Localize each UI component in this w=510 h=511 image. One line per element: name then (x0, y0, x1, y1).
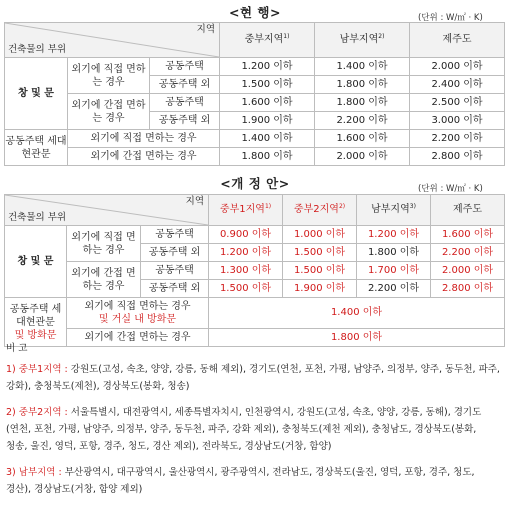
note-3: 3) 남부지역 : 부산광역시, 대구광역시, 울산광역시, 광주광역시, 전라남도, 경상북도(울진, 영덕, 포항, 경주, 청도, (6, 467, 475, 478)
table-cell: 1.900 이하 (220, 112, 315, 130)
notes-heading: 비 고 (6, 343, 28, 354)
region-label: 지역 (185, 196, 205, 207)
table-cell: 1.800 이하 (357, 244, 431, 262)
apt-else-label: 공동주택 외 (150, 76, 220, 94)
table-cell: 1.300 이하 (209, 262, 283, 280)
apt-else-label: 공동주택 외 (141, 280, 209, 298)
table-cell: 1.500 이하 (283, 262, 357, 280)
revised-title: <개 정 안> (220, 176, 290, 191)
apt-label: 공동주택 (141, 226, 209, 244)
table-cell: 0.900 이하 (209, 226, 283, 244)
window-door-label: 창 및 문 (5, 58, 68, 130)
building-part-label: 건축물의 부위 (8, 212, 67, 223)
table-cell: 1.700 이하 (357, 262, 431, 280)
corner-header (5, 195, 209, 226)
table-cell: 1.200 이하 (357, 226, 431, 244)
note-2-cont: 청송, 울진, 영덕, 포항, 경주, 청도, 경산 제외), 전라북도, 경상남도(거창, 함양) (6, 441, 332, 452)
table-cell: 2.400 이하 (410, 76, 505, 94)
direct-label: 외기에 직접 면하는 경우 (67, 226, 141, 262)
building-part-label: 건축물의 부위 (8, 44, 67, 55)
entrance-door-label: 공동주택 세대현관문 및 방화문 (5, 298, 67, 347)
door-direct-label: 외기에 직접 면하는 경우 (68, 130, 220, 148)
note-1-cont: 강화), 충청북도(제천), 경상북도(봉화, 청송) (6, 381, 190, 392)
apt-label: 공동주택 (141, 262, 209, 280)
table-cell: 1.900 이하 (283, 280, 357, 298)
table-cell: 2.800 이하 (410, 148, 505, 166)
table-cell: 2.500 이하 (410, 94, 505, 112)
direct-label: 외기에 직접 면하는 경우 (68, 58, 150, 94)
table-cell: 2.000 이하 (315, 148, 410, 166)
door-direct-label: 외기에 직접 면하는 경우 및 거실 내 방화문 (67, 298, 209, 329)
living-room-fire-door-label: 및 거실 내 방화문 (98, 314, 177, 325)
note-2-cont: (연천, 포천, 가평, 남양주, 의정부, 양주, 동두천, 파주, 강화 제외), 충청북도(제천 제외), 충청남도, 경상북도(봉화, (6, 424, 477, 435)
window-door-label: 창 및 문 (5, 226, 67, 298)
table-cell: 1.400 이하 (220, 130, 315, 148)
corner-header (5, 23, 220, 58)
table-cell: 2.200 이하 (431, 244, 505, 262)
door-indirect-label: 외기에 간접 면하는 경우 (68, 148, 220, 166)
table-cell: 3.000 이하 (410, 112, 505, 130)
table-cell: 1.400 이하 (315, 58, 410, 76)
table-cell: 1.800 이하 (220, 148, 315, 166)
table-cell: 1.800 이하 (315, 94, 410, 112)
col-header: 남부지역$^{2)}$ (315, 23, 410, 58)
table-cell: 1.800 이하 (209, 329, 505, 347)
table-cell: 2.200 이하 (315, 112, 410, 130)
note-2: 2) 중부2지역 : 서울특별시, 대전광역시, 세종특별자치시, 인천광역시, 강원도(고성, 속초, 양양, 강릉, 동해), 경기도 (6, 407, 482, 418)
table-cell: 1.000 이하 (283, 226, 357, 244)
table-cell: 2.000 이하 (410, 58, 505, 76)
table-cell: 1.800 이하 (315, 76, 410, 94)
note-3-cont: 경산), 경상남도(거창, 함양 제외) (6, 484, 143, 495)
table-cell: 2.000 이하 (431, 262, 505, 280)
apt-label: 공동주택 (150, 58, 220, 76)
table-cell: 1.600 이하 (220, 94, 315, 112)
apt-else-label: 공동주택 외 (141, 244, 209, 262)
table-cell: 1.500 이하 (283, 244, 357, 262)
table-cell: 2.200 이하 (357, 280, 431, 298)
col-header: 중부지역$^{1)}$ (220, 23, 315, 58)
col-header: 제주도 (431, 195, 505, 226)
current-title: <현 행> (229, 5, 281, 20)
col-header: 남부지역$^{3)}$ (357, 195, 431, 226)
table-cell: 1.600 이하 (315, 130, 410, 148)
notes (0, 340, 510, 498)
table-cell: 1.600 이하 (431, 226, 505, 244)
apt-else-label: 공동주택 외 (150, 112, 220, 130)
revised-unit: (단위 : W/㎡ · K) (418, 184, 483, 194)
fire-door-label: 및 방화문 (14, 329, 57, 341)
table-cell: 1.200 이하 (220, 58, 315, 76)
table-cell: 1.500 이하 (220, 76, 315, 94)
current-table (4, 22, 505, 166)
table-cell: 2.800 이하 (431, 280, 505, 298)
indirect-label: 외기에 간접 면하는 경우 (67, 262, 141, 298)
note-1: 1) 중부1지역 : 강원도(고성, 속초, 양양, 강릉, 동해 제외), 경기도(연천, 포천, 가평, 남양주, 의정부, 양주, 동두천, 파주, (6, 364, 500, 375)
door-indirect-label: 외기에 간접 면하는 경우 (67, 329, 209, 347)
indirect-label: 외기에 간접 면하는 경우 (68, 94, 150, 130)
table-cell: 2.200 이하 (410, 130, 505, 148)
table-cell: 1.200 이하 (209, 244, 283, 262)
col-header: 중부1지역$^{1)}$ (209, 195, 283, 226)
table-cell: 1.500 이하 (209, 280, 283, 298)
apt-label: 공동주택 (150, 94, 220, 112)
revised-table (4, 194, 505, 347)
region-label: 지역 (196, 24, 216, 35)
col-header: 제주도 (410, 23, 505, 58)
current-unit: (단위 : W/㎡ · K) (418, 13, 483, 23)
entrance-door-label: 공동주택 세대현관문 (5, 130, 68, 166)
table-cell: 1.400 이하 (209, 298, 505, 329)
col-header: 중부2지역$^{2)}$ (283, 195, 357, 226)
